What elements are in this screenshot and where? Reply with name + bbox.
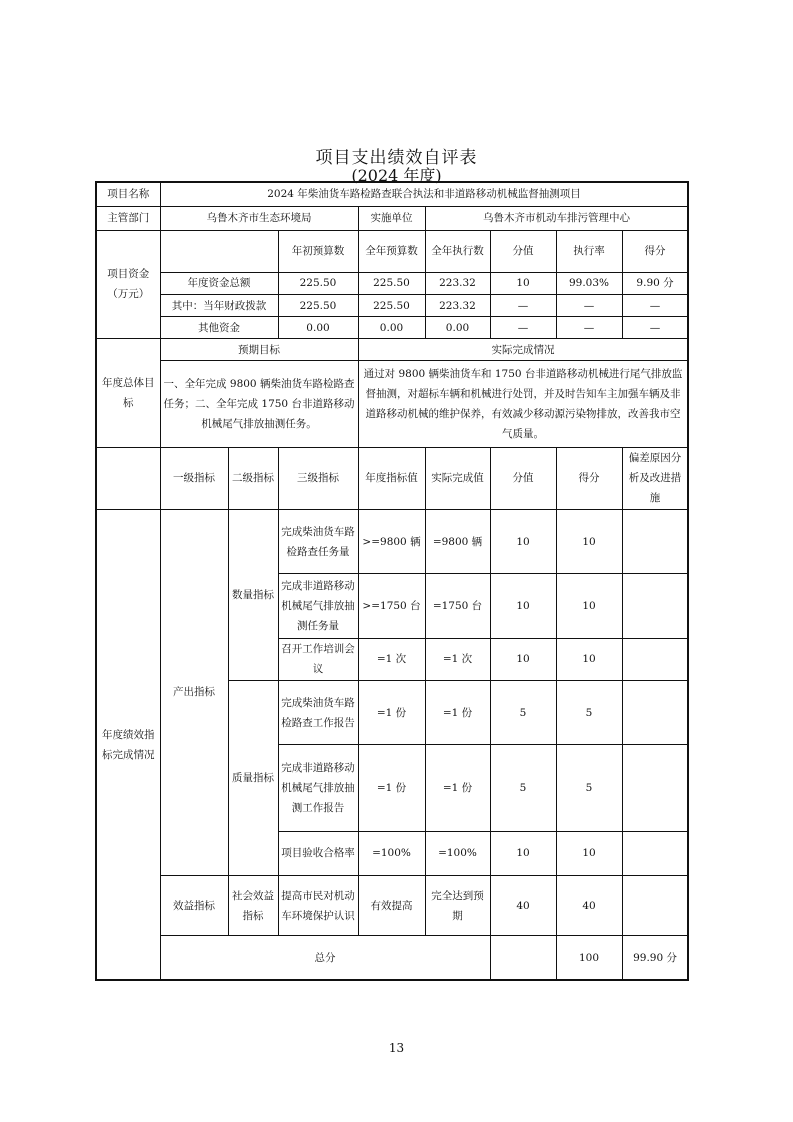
document-year: (2024 年度) — [351, 166, 442, 185]
indicator-name: 完成柴油货车路检路查任务量 — [278, 510, 358, 574]
indicator-score: 10 — [490, 831, 556, 875]
goals-label: 年度总体目标 — [96, 339, 160, 448]
indicator-got: 5 — [556, 680, 622, 744]
indicator-section-label: 年度绩效指标完成情况 — [96, 510, 160, 980]
funds-header-col: 全年执行数 — [425, 230, 490, 272]
expected-goal-header: 预期目标 — [160, 339, 358, 361]
funds-header-blank — [160, 230, 278, 272]
funds-header-col: 分值 — [490, 230, 556, 272]
indicator-deviation — [622, 831, 688, 875]
funds-row-label: 其他资金 — [160, 317, 278, 339]
funds-cell: — — [556, 295, 622, 317]
social-benefit-indicator-label: 社会效益指标 — [228, 875, 278, 935]
funds-cell: 99.03% — [556, 272, 622, 294]
indicator-name: 完成非道路移动机械尾气排放抽测任务量 — [278, 574, 358, 638]
funds-header-col: 全年预算数 — [358, 230, 425, 272]
quality-indicator-label: 质量指标 — [228, 680, 278, 875]
indicator-name: 召开工作培训会议 — [278, 638, 358, 680]
funds-cell: 0.00 — [425, 317, 490, 339]
indicator-got: 10 — [556, 510, 622, 574]
dept-label: 主管部门 — [96, 206, 160, 230]
indicator-target: 有效提高 — [358, 875, 425, 935]
indicator-got: 5 — [556, 745, 622, 831]
indicator-header-deviation: 偏差原因分析及改进措施 — [622, 447, 688, 509]
indicator-name: 提高市民对机动车环境保护认识 — [278, 875, 358, 935]
funds-header-col: 得分 — [622, 230, 688, 272]
indicator-target: =1 份 — [358, 680, 425, 744]
funds-cell: 223.32 — [425, 295, 490, 317]
indicator-actual: =1 份 — [425, 745, 490, 831]
funds-cell: — — [622, 295, 688, 317]
indicator-deviation — [622, 745, 688, 831]
total-got: 99.90 分 — [622, 936, 688, 980]
indicator-actual: =9800 辆 — [425, 510, 490, 574]
funds-cell: 0.00 — [358, 317, 425, 339]
indicator-target: =1 份 — [358, 745, 425, 831]
indicator-target: >=9800 辆 — [358, 510, 425, 574]
indicator-target: =100% — [358, 831, 425, 875]
funds-label: 项目资金（万元） — [96, 230, 160, 339]
indicator-score: 10 — [490, 638, 556, 680]
indicator-score: 5 — [490, 680, 556, 744]
indicator-actual: =1 次 — [425, 638, 490, 680]
indicator-header-score: 分值 — [490, 447, 556, 509]
funds-cell: — — [556, 317, 622, 339]
page-number: 13 — [388, 1041, 405, 1055]
indicator-name: 项目验收合格率 — [278, 831, 358, 875]
indicator-actual: =1750 台 — [425, 574, 490, 638]
indicator-score: 40 — [490, 875, 556, 935]
indicator-got: 10 — [556, 638, 622, 680]
indicator-name: 完成柴油货车路检路查工作报告 — [278, 680, 358, 744]
indicator-header-actual: 实际完成值 — [425, 447, 490, 509]
indicator-deviation — [622, 510, 688, 574]
impl-unit-label: 实施单位 — [358, 206, 425, 230]
indicator-target: =1 次 — [358, 638, 425, 680]
indicator-got: 10 — [556, 574, 622, 638]
funds-cell: 225.50 — [278, 272, 358, 294]
indicator-score: 10 — [490, 510, 556, 574]
funds-cell: — — [622, 317, 688, 339]
document-title: 项目支出绩效自评表 — [315, 148, 478, 168]
funds-cell: 223.32 — [425, 272, 490, 294]
quantity-indicator-label: 数量指标 — [228, 510, 278, 681]
indicator-got: 10 — [556, 831, 622, 875]
benefit-indicator-label: 效益指标 — [160, 875, 228, 935]
total-blank — [490, 936, 556, 980]
funds-header-col: 执行率 — [556, 230, 622, 272]
indicator-actual: =1 份 — [425, 680, 490, 744]
funds-cell: — — [490, 295, 556, 317]
funds-cell: 225.50 — [358, 272, 425, 294]
indicator-header-got: 得分 — [556, 447, 622, 509]
impl-unit-value: 乌鲁木齐市机动车排污管理中心 — [425, 206, 688, 230]
dept-value: 乌鲁木齐市生态环境局 — [160, 206, 358, 230]
funds-row-label: 年度资金总额 — [160, 272, 278, 294]
expected-goal-text: 一、全年完成 9800 辆柴油货车路检路查任务；二、全年完成 1750 台非道路移动机械尾气排放抽测任务。 — [160, 361, 358, 447]
funds-header-col: 年初预算数 — [278, 230, 358, 272]
indicator-header-level1: 一级指标 — [160, 447, 228, 509]
indicator-name: 完成非道路移动机械尾气排放抽测工作报告 — [278, 745, 358, 831]
indicator-deviation — [622, 875, 688, 935]
indicator-deviation — [622, 638, 688, 680]
project-name-label: 项目名称 — [96, 182, 160, 206]
project-name-value: 2024 年柴油货车路检路查联合执法和非道路移动机械监督抽测项目 — [160, 182, 688, 206]
indicator-header-level2: 二级指标 — [228, 447, 278, 509]
indicator-actual: =100% — [425, 831, 490, 875]
indicator-score: 10 — [490, 574, 556, 638]
funds-row-label: 其中：当年财政拨款 — [160, 295, 278, 317]
total-label: 总分 — [160, 936, 490, 980]
indicator-got: 40 — [556, 875, 622, 935]
indicator-header-level3: 三级指标 — [278, 447, 358, 509]
indicator-header-target: 年度指标值 — [358, 447, 425, 509]
indicator-deviation — [622, 574, 688, 638]
indicator-score: 5 — [490, 745, 556, 831]
total-score: 100 — [556, 936, 622, 980]
indicator-actual: 完全达到预期 — [425, 875, 490, 935]
funds-cell: 9.90 分 — [622, 272, 688, 294]
actual-completion-header: 实际完成情况 — [358, 339, 688, 361]
funds-cell: 225.50 — [358, 295, 425, 317]
output-indicator-label: 产出指标 — [160, 510, 228, 876]
funds-cell: 225.50 — [278, 295, 358, 317]
performance-table — [95, 181, 689, 981]
indicator-header-blank — [96, 447, 160, 509]
funds-cell: — — [490, 317, 556, 339]
indicator-target: >=1750 台 — [358, 574, 425, 638]
funds-cell: 10 — [490, 272, 556, 294]
actual-completion-text: 通过对 9800 辆柴油货车和 1750 台非道路移动机械进行尾气排放监督抽测，对超标车辆和机械进行处罚，并及时告知车主加强车辆及非道路移动机械的维护保养，有效减少移动源污染物排放，改善我市空气质量。 — [358, 361, 688, 447]
indicator-deviation — [622, 680, 688, 744]
funds-cell: 0.00 — [278, 317, 358, 339]
